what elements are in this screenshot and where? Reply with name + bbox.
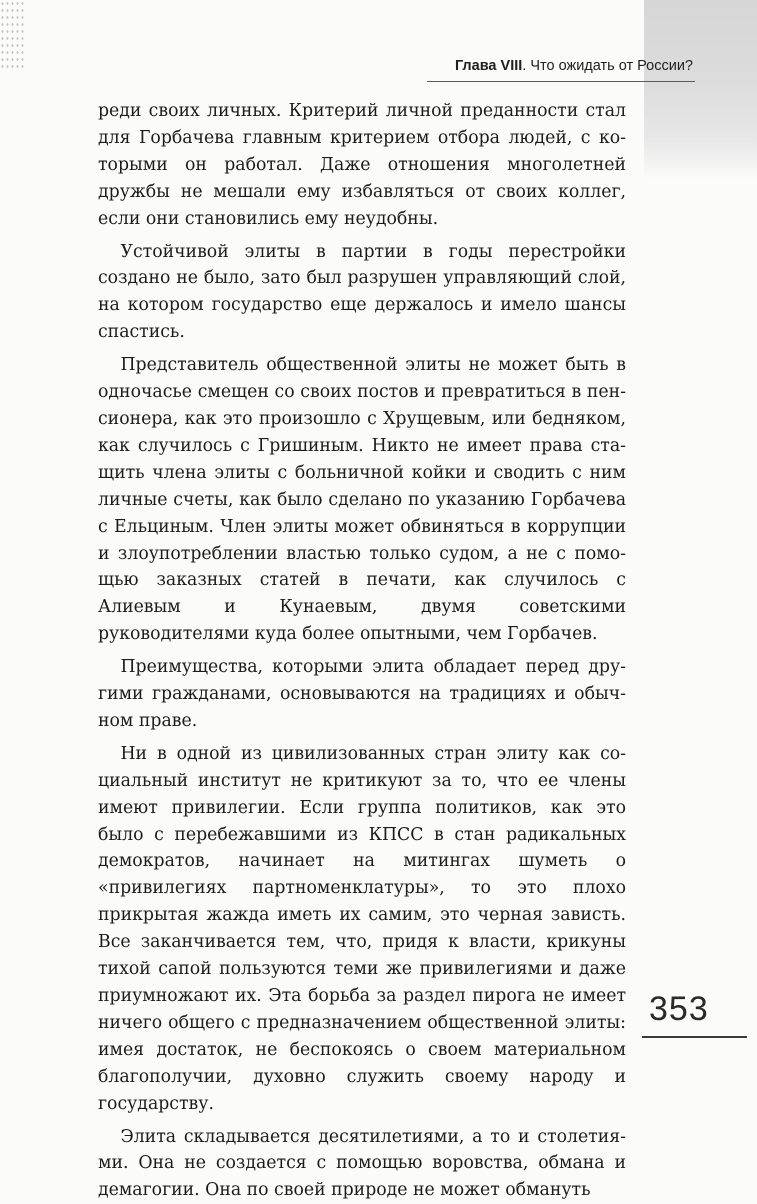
page-number: 353 <box>649 990 709 1028</box>
paragraph: Ни в одной из цивилизованных стран элиту как социальный институт не критикуют за то, что ее члены имеют привилегии. Если группа политиков, как это было с перебежавшими из КПСС в стан радикальных демократов, начинает на митингах шуметь о «привилегиях партноменклатуры», то это плохо прикрытая жажда иметь их самим, это черная зависть. Все заканчивается тем, что, придя к власти, крикуны тихой сапой пользуются теми же привилегиями и даже приумножают их. Эта борьба за раздел пирога не имеет ничего общего с предназначением общественной элиты: имея достаток, не беспокоясь о своем материальном благополучии, духовно служить своему народу и государству. <box>98 743 626 1114</box>
body-text <box>98 98 626 1204</box>
header-rule <box>427 81 695 82</box>
chapter-title: . Что ожидать от России? <box>522 58 693 74</box>
chapter-label: Глава VIII <box>454 58 523 74</box>
paragraph: Представитель общественной элиты не может быть в одночасье смещен со своих постов и превратиться в пенсионера, как это произошло с Хрущевым, или бедняком, как случилось с Гришиным. Никто не имеет права стащить члена элиты с больничной койки и сводить с ним личные счеты, как было сделано по указанию Горбачева с Ельциным. Член элиты может обвиняться в коррупции и злоупотреблении властью только судом, а не с помощью заказных статей в печати, как случилось с Алиевым и Кунаевым, двумя советскими руководителями куда более опытными, чем Горбачев. <box>98 355 626 645</box>
page-number-rule <box>642 1036 747 1038</box>
running-header <box>455 58 693 74</box>
paragraph: Преимущества, которыми элита обладает перед другими гражданами, основываются на традициях и обычном праве. <box>98 657 626 731</box>
scan-artifact <box>0 0 26 70</box>
page-edge-shading <box>644 0 757 180</box>
paragraph: Устойчивой элиты в партии в годы перестройки создано не было, зато был разрушен управляющий слой, на котором государство еще держалось и имело шансы спастись. <box>98 241 626 343</box>
paragraph: Элита складывается десятилетиями, а то и столетиями. Она не создается с помощью воровства, обмана и демагогии. Она по своей природе не может обмануть <box>98 1126 626 1201</box>
paragraph: реди своих личных. Критерий личной преданности стал для Горбачева главным критерием отбора людей, с которыми он работал. Даже отношения многолетней дружбы не мешали ему избавляться от своих коллег, если они становились ему неудобны. <box>98 101 626 229</box>
